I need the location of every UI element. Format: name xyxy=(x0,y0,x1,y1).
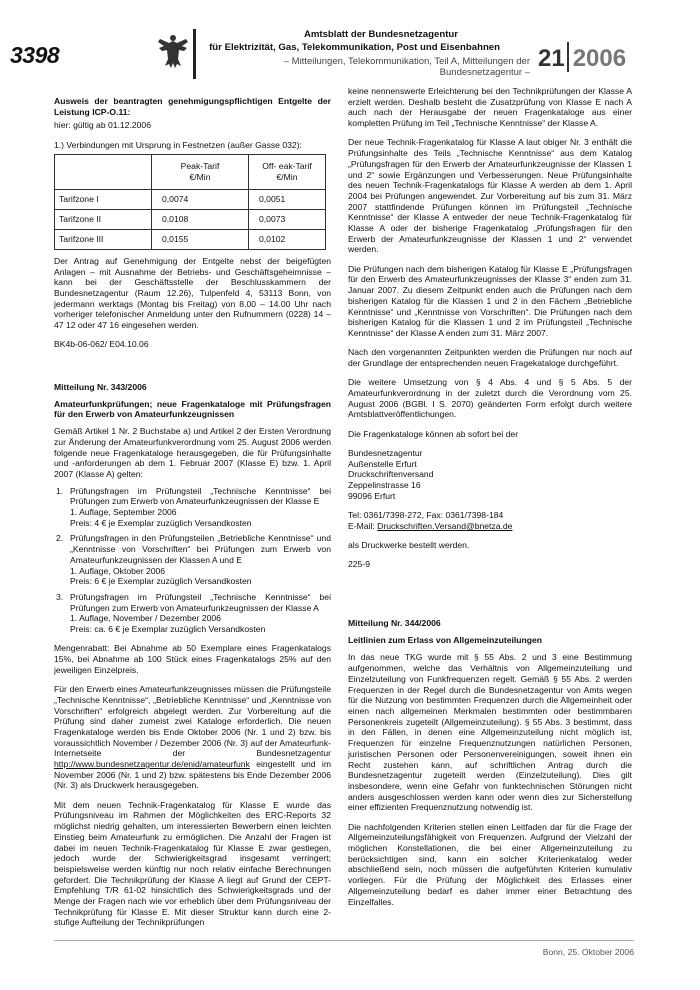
paragraph: Nach den vorgenannten Zeitpunkten werden die Prüfungen nur noch auf der Grundlage der entsprechenden neuen Fragekataloge durchgeführt. xyxy=(348,347,632,368)
table-row xyxy=(55,229,326,249)
list-item xyxy=(54,533,331,587)
federal-eagle-icon xyxy=(156,33,190,69)
publisher-line-2: für Elektrizität, Gas, Telekommunikation, Post und Eisenbahnen xyxy=(209,42,500,53)
table-header-row xyxy=(55,154,326,189)
publication-edition: 1. Auflage, September 2006 xyxy=(70,507,177,518)
quantity-discount: Mengenrabatt: Bei Abnahme ab 50 Exemplare eines Fragenkatalogs 15%, bei Abnahme ab 100 Stück eines Fragenkatalogs 25% auf den jeweiligen Einzelpreis. xyxy=(54,643,331,675)
notice-344-subtitle: Leitlinien zum Erlass von Allgemeinzuteilungen xyxy=(348,634,543,645)
issue-year: 2006 xyxy=(572,45,627,72)
table-cell: 0,0108 xyxy=(152,209,249,229)
antrag-paragraph: Der Antrag auf Genehmigung der Entgelte nebst der beigefügten Anlagen – mit Ausnahme der Betriebs- und Geschäftsgeheimnisse – kann bei der Geschäftsstelle der Beschlusskammern der Bundesnetzagentur (Raum 12.26), Tulpenfeld 4, 53113 Bonn, von jedermann werktags (Montag bis Freitag) von 8.00 – 14.00 Uhr nach vorheriger telefonischer Anmeldung unter den Rufnummern (0228) 14 – 47 12 oder 47 16 eingesehen werden. xyxy=(54,255,331,331)
issue-number xyxy=(538,42,626,73)
issue-no: 21 xyxy=(538,45,565,72)
address-line: Zeppelinstrasse 16 xyxy=(348,480,421,491)
icp-valid: hier: gültig ab 01.12.2006 xyxy=(54,120,151,131)
paragraph: Die Fragenkataloge können ab sofort bei der xyxy=(348,428,519,439)
list-number: 1. xyxy=(56,485,64,496)
publisher-line-1: Amtsblatt der Bundesnetzagentur xyxy=(303,29,458,40)
email-link[interactable]: Druckschriften.Versand@bnetza.de xyxy=(377,520,513,531)
list-item xyxy=(54,486,331,529)
acquisition-paragraph xyxy=(54,684,331,791)
contact-block xyxy=(348,510,632,531)
address-line: 99096 Erfurt xyxy=(348,490,396,501)
table-cell: 0,0155 xyxy=(152,229,249,249)
left-column xyxy=(54,96,331,937)
address-line: Bundesnetzagentur xyxy=(348,447,423,458)
list-number: 2. xyxy=(56,533,64,544)
email-label: E-Mail: xyxy=(348,520,378,531)
acquisition-text-a: Für den Erwerb eines Amateurfunkzeugnisses müssen die Prüfungsteile „Technische Kenntnisse“, „Betriebliche Kenntnisse“ und „Kenntnisse von Vorschriften“ erfolgreich abgelegt werden. Zur Vorbereitung auf die Prüfung sind daher zumeist zwei Kataloge erforderlich. Die neuen Fragenkataloge werden bis Ende Oktober 2006 (Nr. 1 und 2) bzw. bis voraussichtlich November / Dezember 2006 (Nr. 3) auf der Amateurfunk-Internetseite der Bundesnetzagentur xyxy=(54,684,331,759)
table-cell: Tarifzone III xyxy=(55,229,152,249)
header-divider xyxy=(193,29,196,79)
notice-343-subtitle: Amateurfunkprüfungen; neue Fragenkataloge mit Prüfungsfragen für den Erwerb von Amateurfunkzeugnissen xyxy=(54,398,331,420)
peak-header: Peak-Tarif €/Min xyxy=(180,161,220,182)
table-cell: 0,0102 xyxy=(249,229,326,249)
postal-address xyxy=(348,448,632,502)
publication-price: Preis: 4 € je Exemplar zuzüglich Versandkosten xyxy=(70,517,252,528)
issue-divider xyxy=(567,42,569,72)
icp-item-1: 1.) Verbindungen mit Ursprung in Festnetzen (außer Gasse 032): xyxy=(54,140,302,151)
publication-edition: 1. Auflage, Oktober 2006 xyxy=(70,565,166,576)
table-cell: Tarifzone I xyxy=(55,189,152,209)
publication-text: Prüfungsfragen in den Prüfungsteilen „Betriebliche Kenntnisse“ und „Kenntnisse von Vorschriften“ bei Prüfungen zum Erwerb von Amateurfunkzeugnissen der Klassen A und E xyxy=(70,533,331,565)
page-number: 3398 xyxy=(10,42,60,68)
table-row xyxy=(55,189,326,209)
publication-edition: 1. Auflage, November / Dezember 2006 xyxy=(70,613,221,624)
publisher-heading xyxy=(200,28,500,54)
table-row xyxy=(55,209,326,229)
paragraph: In das neue TKG wurde mit § 55 Abs. 2 und 3 eine Bestimmung aufgenommen, welche das Verhältnis von Allgemeinzuteilung und Einzelzuteilung von Funkfrequenzen regelt. Gemäß § 55 Abs. 2 werden Frequenzen in der Regel durch die Bundesnetzagentur von Amts wegen für die Nutzung von bestimmten Frequenzen durch die Allgemeinheit oder einen nach allgemeinen Merkmalen bestimmten oder bestimmbaren Personenkreis zugeteilt (Allgemeinzuteilung). § 55 Abs. 3 bestimmt, dass in den Fällen, in denen eine Allgemeinzuteilung nicht möglich ist, Frequenzen für einzelne Frequenznutzungen natürlichen Personen, juristischen Personen oder Personenvereinigungen, soweit ihnen ein Recht zustehen kann, auf schriftlichen Antrag durch die Bundesnetzagentur zugeteilt werden (Einzelzuteilung). Dies gilt insbesondere, wenn eine Gefahr von funktechnischen Störungen nicht anders ausgeschlossen werden kann oder wenn dies zur Sicherstellung einer effizienten Frequenznutzung notwendig ist. xyxy=(348,652,632,813)
right-column xyxy=(348,86,632,916)
list-number: 3. xyxy=(56,591,64,602)
paragraph: Die weitere Umsetzung von § 4 Abs. 4 und § 5 Abs. 5 der Amateurfunkverordnung in der zuletzt durch die Verordnung vom 25. August 2006 (BGBl. I S. 2070) geänderten Form erfolgt durch weitere Amtsblattveröffentlichungen. xyxy=(348,377,632,420)
paragraph: Der neue Technik-Fragenkatalog für Klasse A laut obiger Nr. 3 enthält die Prüfungsinhalte des Teils „Technische Kenntnisse“ aus dem Katalog „Prüfungsfragen für den Erwerb der Amateurfunkzeugnisse der Klassen 1 und 2“ sowie Ergänzungen und Verbesserungen. Neue Prüfungsinhalte des neuen Technik-Fragenkatalogs für Klasse A werden ab dem 1. April 2004 bei Prüfungen angewendet. Zur Vorbereitung auf bis zum 31. März 2007 stattfindende Prüfungen können im Prüfungsteil „Technische Kenntnisse“ der Klasse A entweder der neue Technik-Fragenkatalog für Klasse A oder der bisherige Fragenkatalog „Prüfungsfragen für den Erwerb der Amateurfunkzeugnisse der Klassen 1 und 2“ verwendet werden. xyxy=(348,137,632,255)
reference-code: BK4b-06-062/ E04.10.06 xyxy=(54,339,149,350)
table-header-offpeak xyxy=(249,154,326,189)
notice-343-intro: Gemäß Artikel 1 Nr. 2 Buchstabe a) und Artikel 2 der Ersten Verordnung zur Änderung der Amateurfunkverordnung vom 25. August 2006 werden folgende neue Fragenkataloge herausgegeben, die für Prüfungsinhalte und -anforderungen ab dem 1. Februar 2007 (Klasse E) bzw. 1. April 2007 (Klasse A) gelten: xyxy=(54,426,331,479)
paragraph: Die Prüfungen nach dem bisherigen Katalog für Klasse E „Prüfungsfragen für den Erwerb des Amateurfunkzeugnisses der Klasse 3“ enden zum 31. Januar 2007. Zu diesem Zeitpunkt enden auch die Prüfungen nach dem bisherigen Katalog für die Klassen 1 und 2 in den Fächern „Betriebliche Kenntnisse“ und „Kenntnisse von Vorschriften“. Die Prüfungen nach dem bisherigen Katalog für die Klassen 1 und 2 im Prüfungsteil „Technische Kenntnisse“ der Klasse A enden zum 31. März 2007. xyxy=(348,263,632,338)
table-header-peak xyxy=(152,154,249,189)
publication-text: Prüfungsfragen im Prüfungsteil „Technische Kenntnisse“ bei Prüfungen zum Erwerb von Amateurfunkzeugnissen der Klasse A xyxy=(70,591,331,613)
address-line: Außenstelle Erfurt xyxy=(348,458,417,469)
publication-list xyxy=(54,486,331,635)
publication-price: Preis: 6 € je Exemplar zuzüglich Versandkosten xyxy=(70,576,252,587)
notice-343-title: Mitteilung Nr. 343/2006 xyxy=(54,382,147,393)
tel-fax: Tel: 0361/7398-272, Fax: 0361/7398-184 xyxy=(348,510,504,521)
list-item xyxy=(54,592,331,635)
table-cell: Tarifzone II xyxy=(55,209,152,229)
publication-text: Prüfungsfragen im Prüfungsteil „Technische Kenntnisse“ bei Prüfungen zum Erwerb von Amateurfunkzeugnissen der Klasse E xyxy=(70,485,331,507)
reference-code: 225-9 xyxy=(348,559,370,570)
table-cell: 0,0051 xyxy=(249,189,326,209)
footer-date: Bonn, 25. Oktober 2006 xyxy=(542,947,634,957)
icp-title: Ausweis der beantragten genehmigungspflichtigen Entgelte der Leistung ICP-O.11: xyxy=(54,96,331,117)
table-cell: 0,0074 xyxy=(152,189,249,209)
notice-344-title: Mitteilung Nr. 344/2006 xyxy=(348,618,441,629)
paragraph: als Druckwerke bestellt werden. xyxy=(348,540,470,551)
section-line: – Mitteilungen, Telekommunikation, Teil A, Mitteilungen der Bundesnetzagentur – xyxy=(283,56,530,78)
paragraph: Die nachfolgenden Kriterien stellen einen Leitfaden dar für die Frage der Allgemeinzuteilungsfähigkeit von Frequenzen. Aufgrund der Vielzahl der möglichen Konstellationen, die bei einer Allgemeinzuteilung zu berücksichtigen sind, kann ein solcher Kriterienkatalog weder abschließend sein, noch müssen die aufgeführten Kriterien kumulativ vorliegen. Für die Prüfung der Möglichkeit des Erlasses einer Allgemeinzuteilung bedarf es daher immer einer Betrachtung des Einzelfalles. xyxy=(348,821,632,907)
technik-paragraph: Mit dem neuen Technik-Fragenkatalog für Klasse E wurde das Prüfungsniveau im Rahmen der Möglichkeiten des ERC-Reports 32 möglichst niedrig gehalten, um interessierten Bewerbern einen leichten Einstieg beim Amateurfunk zu ermöglichen. Die Anzahl der Fragen ist dabei im neuen Technik-Fragenkatalog für Klasse E zwar gestiegen, jedoch wurde der Schwierigkeitsgrad insgesamt verringert; beispielsweise werden künftig nur noch relativ einfache Berechnungen gefordert. Die Technikprüfung der Klasse A liegt auf Grund der CEPT-Empfehlung T/R 61-02 hinsichtlich des Schwierigkeitsgrads und der Menge der Fragen nach wie vor erheblich über dem Prüfungsniveau der Technikprüfung für Klasse E. Mit dieser Struktur kann durch eine 2-stufige Aufteilung der Technikprüfungen xyxy=(54,799,331,928)
footer-rule xyxy=(54,940,634,941)
email-line xyxy=(348,521,632,532)
amateurfunk-link[interactable]: http://www.bundesnetzagentur.de/enid/amateurfunk xyxy=(54,759,250,770)
publication-price: Preis: ca. 6 € je Exemplar zuzüglich Versandkosten xyxy=(70,624,266,635)
address-line: Druckschriftenversand xyxy=(348,469,434,480)
paragraph: keine nennenswerte Erleichterung bei den Technikprüfungen der Klasse A erzielt werden. Deshalb besteht die Zusatzprüfung von Klasse E nach A auch nach der Herausgabe der neuen Fragenkataloge aus einer kompletten Prüfung im Teil „Technische Kenntnisse“ der Klasse A. xyxy=(348,86,632,129)
table-header-empty xyxy=(55,154,152,189)
table-cell: 0,0073 xyxy=(249,209,326,229)
offpeak-header: Off- eak-Tarif €/Min xyxy=(262,161,312,182)
acquisition-text-b: eingestellt und im November 2006 (Nr. 1 und 2) bzw. spätestens bis Ende Dezember 2006 (Nr. 3) als Druckwerk herausgegeben. xyxy=(54,759,331,791)
tariff-table xyxy=(54,154,326,250)
